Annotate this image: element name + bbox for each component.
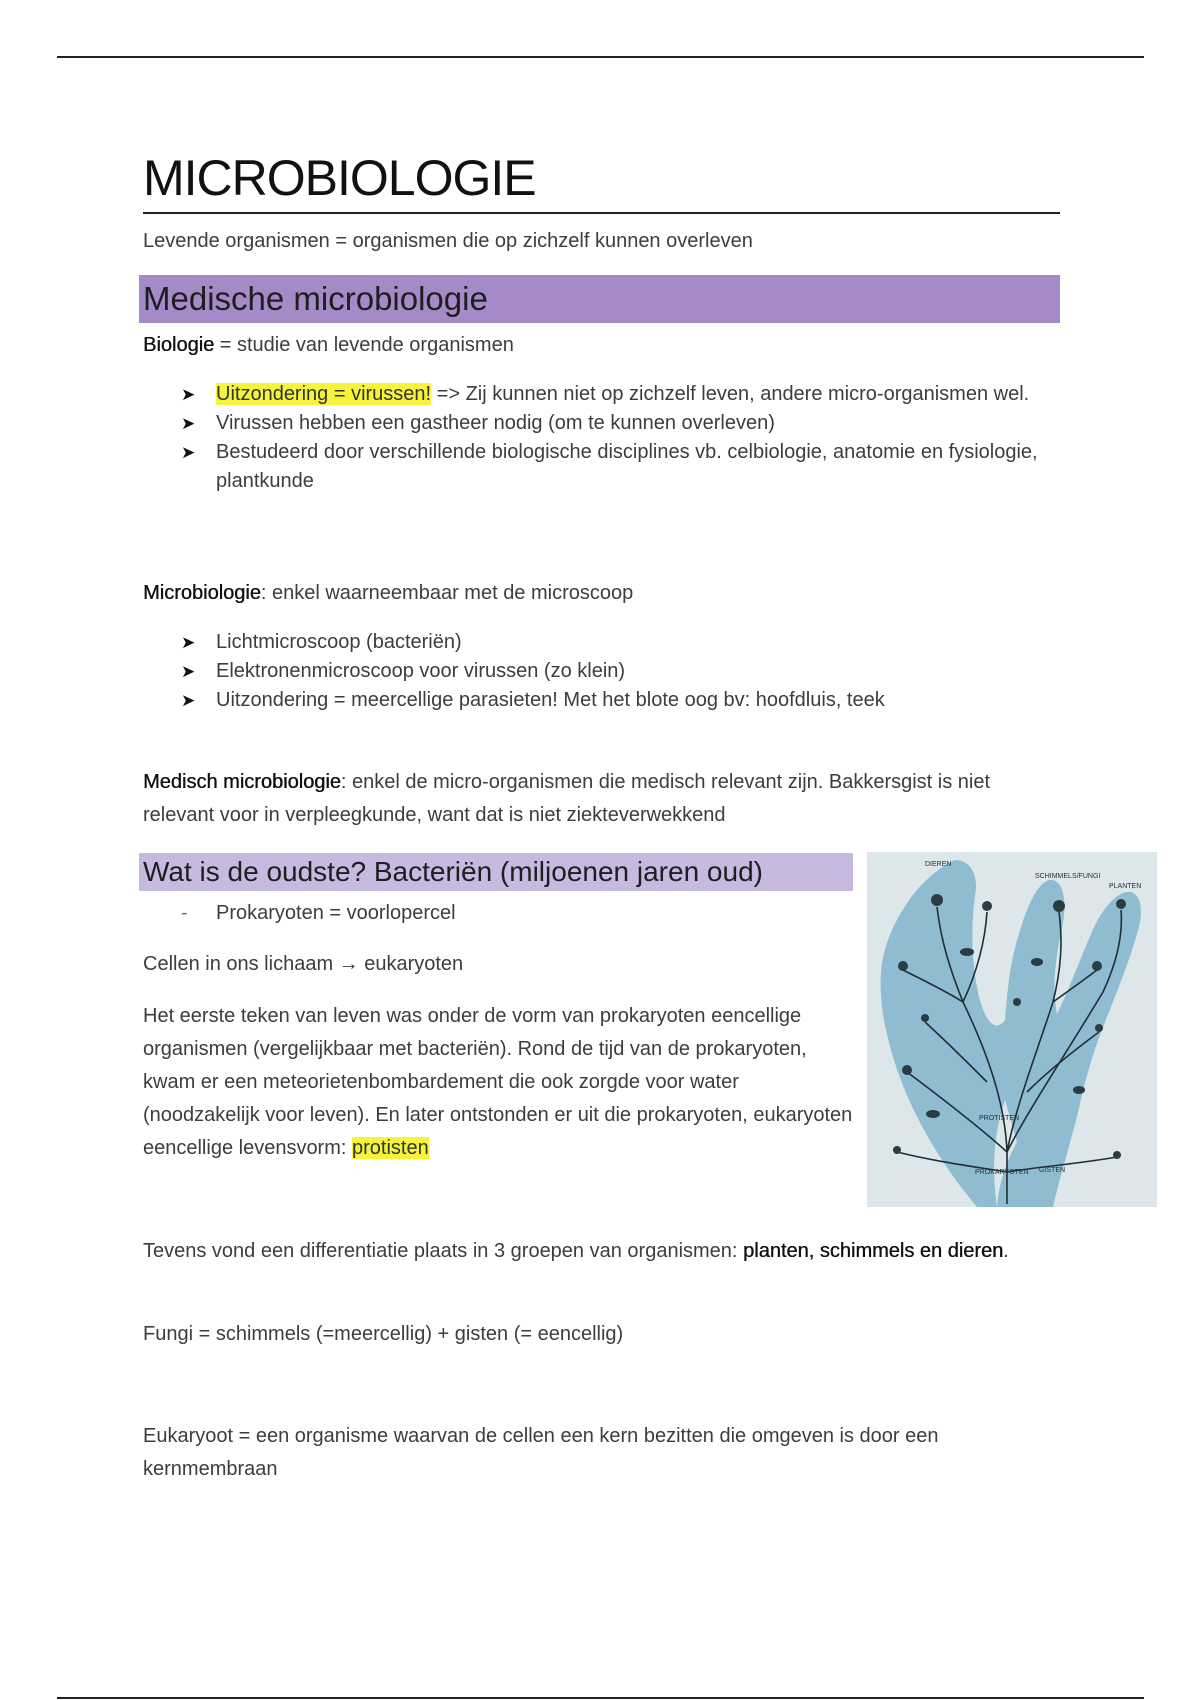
history-text: Het eerste teken van leven was onder de vorm van prokaryoten eencellige organismen (vergelijkbaar met bacteriën). Rond de tijd van de prokaryoten, kwam er een meteorietenbombardement die ook zorgde voor water (noodzakelijk voor leven). En later ontstonden er uit die prokaryoten, eukaryoten eencellige levensvorm: <box>143 1005 853 1159</box>
medisch-definition <box>143 766 1043 832</box>
cells-text: Cellen in ons lichaam → eukaryoten <box>143 953 464 975</box>
arrow-bullet-icon: ➤ <box>181 443 196 462</box>
tevens-end: . <box>1003 1240 1009 1262</box>
fungi-text: Fungi = schimmels (=meercellig) + gisten (= eencellig) <box>143 1323 624 1345</box>
list-item <box>143 686 1060 715</box>
label-prokaryoten: PROKARYOTEN <box>975 1169 1029 1176</box>
tree-of-life-figure <box>867 852 1157 1207</box>
section-heading-oudste: Wat is de oudste? Bacteriën (miljoenen jaren oud) <box>139 853 853 891</box>
label-gisten: GISTEN <box>1039 1167 1066 1174</box>
label-protisten: PROTISTEN <box>979 1115 1020 1122</box>
arrow-bullet-icon: ➤ <box>181 414 196 433</box>
history-paragraph <box>143 1000 853 1165</box>
virussen-highlight: Uitzondering = virussen! <box>216 383 432 405</box>
label-schimmels: SCHIMMELS/FUNGI <box>1035 873 1101 880</box>
figure-blob <box>881 860 1141 1207</box>
tree-of-life-image <box>867 852 1157 1207</box>
list-item <box>143 628 1060 657</box>
eukaryoot-text: Eukaryoot = een organisme waarvan de cellen een kern bezitten die omgeven is door een kernmembraan <box>143 1425 939 1480</box>
microbiologie-rest: : enkel waarneembaar met de microscoop <box>260 582 634 604</box>
protisten-highlight: protisten <box>352 1137 429 1159</box>
medisch-term: Medisch microbiologie <box>143 771 341 793</box>
arrow-bullet-icon: ➤ <box>181 385 196 404</box>
bullet-text: Bestudeerd door verschillende biologische disciplines vb. celbiologie, anatomie en fysiologie, plantkunde <box>216 441 1038 492</box>
tevens-text: Tevens vond een differentiatie plaats in 3 groepen van organismen: <box>143 1240 744 1262</box>
biologie-definition <box>143 329 514 362</box>
microbiologie-definition <box>143 577 633 610</box>
bullet-text: => Zij kunnen niet op zichzelf leven, andere micro-organismen wel. <box>431 383 1030 405</box>
dash-item-text: Prokaryoten = voorlopercel <box>216 902 456 924</box>
section-heading-medische: Medische microbiologie <box>139 275 1060 323</box>
list-item <box>143 657 1060 686</box>
list-item <box>143 380 1060 409</box>
microbiologie-bullet-list <box>143 628 1060 715</box>
arrow-bullet-icon: ➤ <box>181 691 196 710</box>
dash-bullet-icon: - <box>181 902 188 924</box>
medisch-rest: : enkel de micro-organismen die medisch relevant zijn. Bakkersgist is niet relevant voor in verpleegkunde, want dat is niet ziekteverwekkend <box>143 771 991 826</box>
bullet-text: Lichtmicroscoop (bacteriën) <box>216 631 462 653</box>
biologie-rest: = studie van levende organismen <box>214 334 514 356</box>
bullet-text: Elektronenmicroscoop voor virussen (zo klein) <box>216 660 626 682</box>
arrow-bullet-icon: ➤ <box>181 633 196 652</box>
top-rule <box>57 56 1144 58</box>
bullet-text: Virussen hebben een gastheer nodig (om te kunnen overleven) <box>216 412 775 434</box>
page-title: MICROBIOLOGIE <box>143 150 1060 214</box>
bottom-rule <box>57 1697 1144 1699</box>
biologie-bullet-list <box>143 380 1060 496</box>
bullet-text: Uitzondering = meercellige parasieten! Met het blote oog bv: hoofdluis, teek <box>216 689 885 711</box>
list-item <box>143 438 1060 496</box>
label-planten: PLANTEN <box>1109 883 1142 890</box>
intro-text: Levende organismen = organismen die op zichzelf kunnen overleven <box>143 230 753 252</box>
microbiologie-term: Microbiologie <box>143 582 261 604</box>
tevens-bold: planten, schimmels en dieren <box>743 1240 1004 1262</box>
tevens-paragraph <box>143 1235 1043 1268</box>
biologie-term: Biologie <box>143 334 215 356</box>
arrow-bullet-icon: ➤ <box>181 662 196 681</box>
list-item <box>143 409 1060 438</box>
label-dieren: DIEREN <box>925 861 952 868</box>
